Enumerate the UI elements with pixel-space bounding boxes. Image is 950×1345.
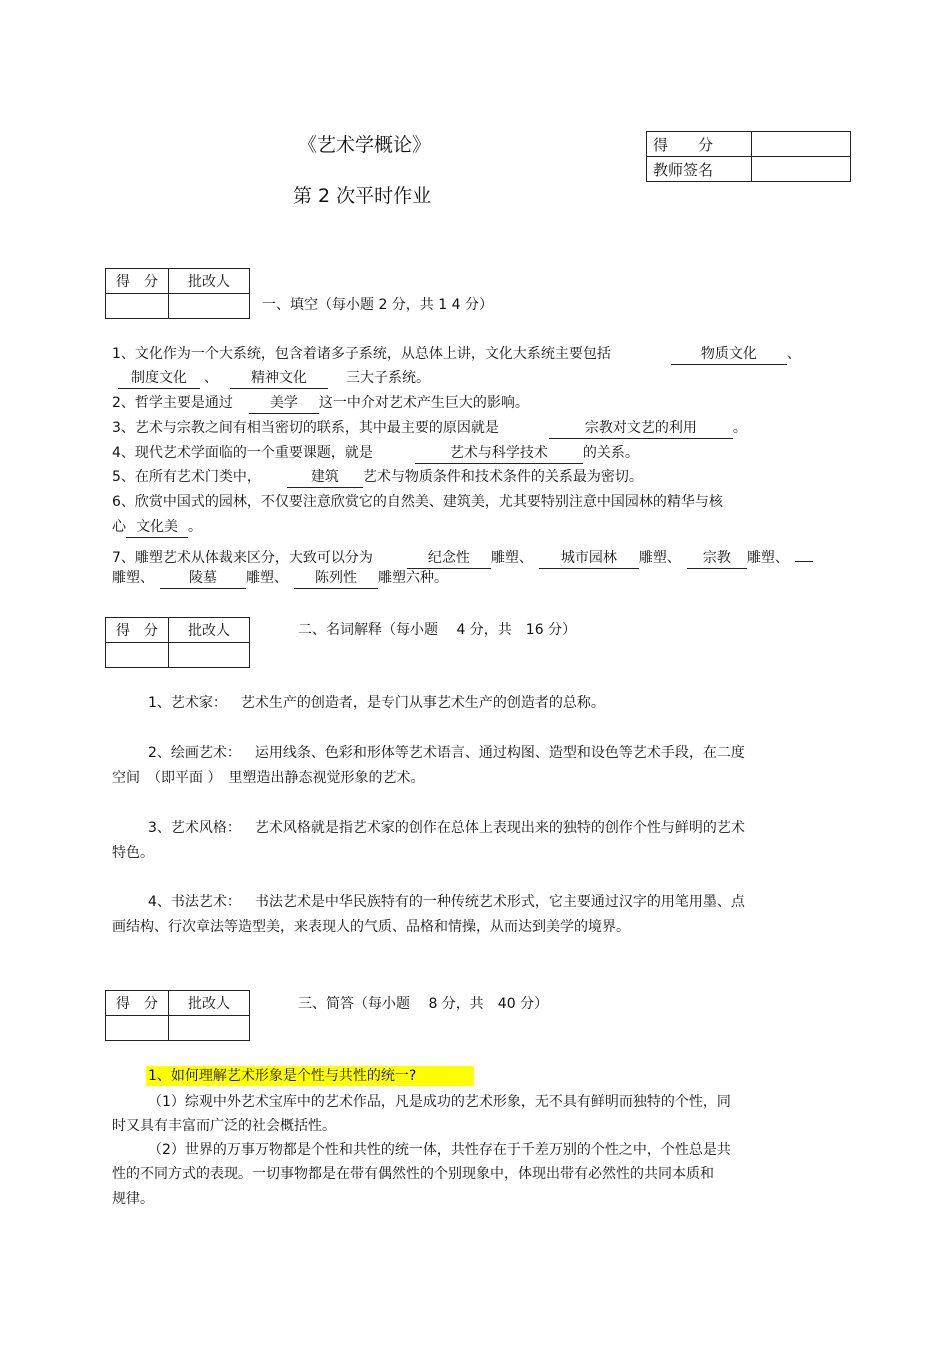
answer-blank: 陈列性 xyxy=(294,570,378,589)
grade-grader-label: 批改人 xyxy=(169,991,250,1016)
term-text: 艺术风格就是指艺术家的创作在总体上表现出来的独特的创作个性与鲜明的艺术 xyxy=(254,820,745,836)
term-definition-3-cont: 特色。 xyxy=(112,845,154,861)
term-text: 艺术生产的创造者，是专门从事艺术生产的创造者的总称。 xyxy=(240,695,605,711)
term-definition-1 xyxy=(148,693,605,713)
grade-score-label: 得 分 xyxy=(106,618,169,643)
fill-question-5: 5、在所有艺术门类中， 建筑 艺术与物质条件和技术条件的关系最为密切。 xyxy=(112,467,643,488)
fill-question-6-line2: 心 文化美 。 xyxy=(112,517,202,538)
answer-blank: 纪念性 xyxy=(407,550,491,569)
term-text: 书法艺术是中华民族特有的一种传统艺术形式，它主要通过汉字的用笔用墨、点 xyxy=(254,894,745,910)
grade-box-section1 xyxy=(105,268,250,319)
document-title: 《艺术学概论》 xyxy=(298,134,432,156)
document-subtitle: 第 2 次平时作业 xyxy=(293,185,432,207)
fill-question-4: 4、现代艺术学面临的一个重要课题，就是 艺术与科学技术 的关系。 xyxy=(112,443,639,464)
term-definition-3 xyxy=(148,818,745,838)
section2-heading: 二、名词解释（每小题 4 分，共 16 分） xyxy=(298,622,577,638)
grade-score-cell[interactable] xyxy=(106,643,169,668)
grade-grader-label: 批改人 xyxy=(169,618,250,643)
score-label: 得 分 xyxy=(647,132,752,157)
fill-question-7-line1: 7、雕塑艺术从体裁来区分，大致可以分为 纪念性 雕塑、 城市园林 雕塑、 宗教 雕塑、 xyxy=(112,543,813,569)
answer-blank: 城市园林 xyxy=(539,550,639,569)
teacher-signature-cell[interactable] xyxy=(752,157,851,182)
grade-grader-label: 批改人 xyxy=(169,269,250,294)
answer-blank: 美学 xyxy=(249,395,319,414)
term-definition-4-cont: 画结构、行次章法等造型美，来表现人的气质、品格和情操，从而达到美学的境界。 xyxy=(112,919,630,935)
term-text: 运用线条、色彩和形体等艺术语言、通过构图、造型和设色等艺术手段，在二度 xyxy=(254,745,745,761)
fill-question-1-line1: 1、文化作为一个大系统，包含着诸多子系统，从总体上讲，文化大系统主要包括 物质文化 、 xyxy=(112,344,801,365)
grade-score-label: 得 分 xyxy=(106,269,169,294)
score-signature-table xyxy=(646,131,851,182)
answer-paragraph-1-line1: （1）综观中外艺术宝库中的艺术作品，凡是成功的艺术形象，无不具有鲜明而独特的个性，同 xyxy=(148,1094,731,1110)
section3-heading: 三、简答（每小题 8 分，共 40 分） xyxy=(298,996,549,1012)
teacher-signature-label: 教师签名 xyxy=(647,157,752,182)
term-definition-4 xyxy=(148,892,745,912)
answer-blank: 物质文化 xyxy=(671,346,787,365)
grade-score-cell[interactable] xyxy=(106,294,169,319)
fill-question-1-line2: 制度文化 、 精神文化 三大子系统。 xyxy=(118,368,430,389)
answer-blank: 宗教 xyxy=(687,550,747,569)
grade-score-label: 得 分 xyxy=(106,991,169,1016)
term-definition-2-cont: 空间 （即平面 ） 里塑造出静态视觉形象的艺术。 xyxy=(112,770,425,786)
term-label: 1、艺术家： xyxy=(148,695,227,711)
answer-blank: 陵墓 xyxy=(160,570,246,589)
answer-paragraph-2-line1: （2）世界的万事万物都是个性和共性的统一体，共性存在于千差万别的个性之中，个性总是共 xyxy=(148,1142,731,1158)
grade-score-cell[interactable] xyxy=(106,1016,169,1041)
term-label: 2、绘画艺术： xyxy=(148,745,241,761)
fill-question-3: 3、艺术与宗教之间有相当密切的联系，其中最主要的原因就是 宗教对文艺的利用 。 xyxy=(112,418,747,439)
answer-blank: 制度文化 xyxy=(118,370,200,389)
term-label: 4、书法艺术： xyxy=(148,894,241,910)
grade-grader-cell[interactable] xyxy=(169,1016,250,1041)
grade-grader-cell[interactable] xyxy=(169,643,250,668)
term-definition-2 xyxy=(148,743,745,763)
section1-heading: 一、填空（每小题 2 分，共 1 4 分） xyxy=(262,297,493,313)
grade-grader-cell[interactable] xyxy=(169,294,250,319)
score-cell[interactable] xyxy=(752,132,851,157)
answer-blank: 艺术与科学技术 xyxy=(415,445,583,464)
answer-paragraph-1-line2: 时又具有丰富而广泛的社会概括性。 xyxy=(112,1118,336,1134)
answer-blank: 建筑 xyxy=(287,469,363,488)
short-answer-question-1: 1、如何理解艺术形象是个性与共性的统一? xyxy=(146,1066,474,1086)
answer-blank: 宗教对文艺的利用 xyxy=(549,420,733,439)
answer-blank: 文化美 xyxy=(126,519,188,538)
fill-question-7-line2: 雕塑、 陵墓 雕塑、 陈列性 雕塑六种。 xyxy=(112,568,448,589)
fill-question-6-line1: 6、欣赏中国式的园林，不仅要注意欣赏它的自然美、建筑美，尤其要特别注意中国园林的精华与核 xyxy=(112,494,723,510)
term-label: 3、艺术风格： xyxy=(148,820,241,836)
grade-box-section3 xyxy=(105,990,250,1041)
answer-paragraph-2-line2: 性的不同方式的表现。一切事物都是在带有偶然性的个别现象中，体现出带有必然性的共同本质和 xyxy=(112,1166,714,1182)
answer-blank xyxy=(795,543,813,562)
answer-blank: 精神文化 xyxy=(230,370,328,389)
answer-paragraph-2-line3: 规律。 xyxy=(112,1191,154,1207)
fill-question-2: 2、哲学主要是通过 美学 这一中介对艺术产生巨大的影响。 xyxy=(112,393,529,414)
grade-box-section2 xyxy=(105,617,250,668)
